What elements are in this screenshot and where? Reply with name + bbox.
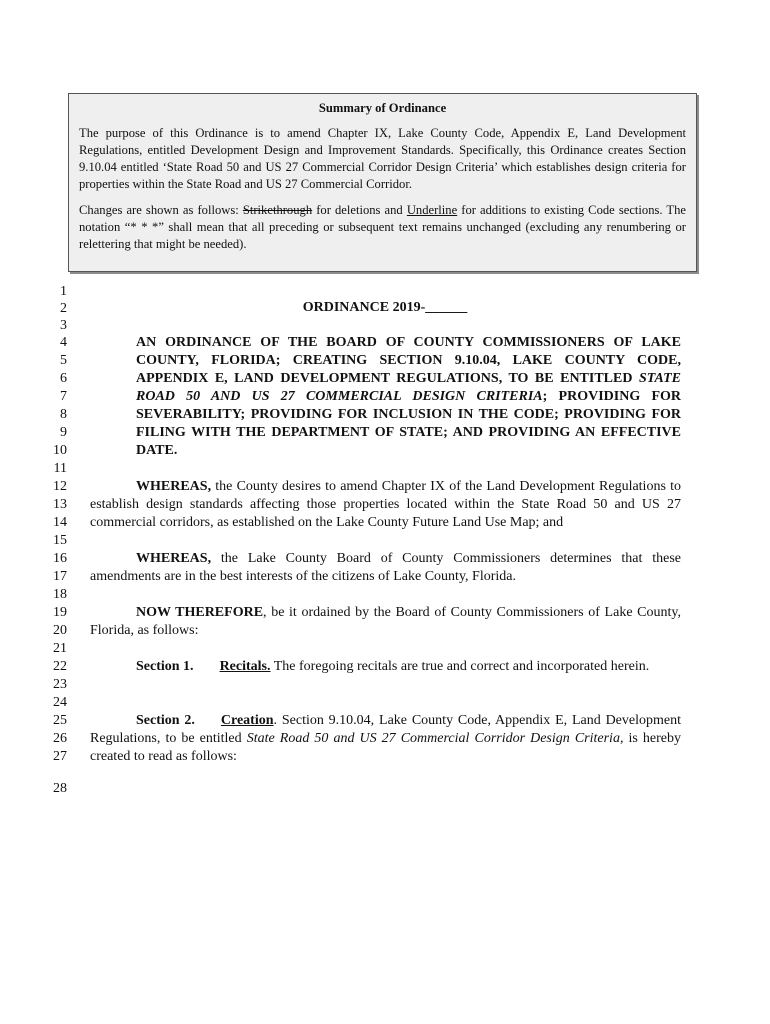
line-number: 17 bbox=[53, 569, 67, 584]
summary-changes: Changes are shown as follows: Strikethrough for deletions and Underline for additions to existing Code sections. The notation “* * *” shall mean that all preceding or subsequent text remains unchanged (excluding any renumbering or relettering that might be needed). bbox=[79, 203, 686, 251]
line-number: 18 bbox=[53, 587, 67, 602]
line-number: 8 bbox=[60, 407, 67, 422]
line-number: 12 bbox=[53, 479, 67, 494]
now-therefore-paragraph: NOW THEREFORE, be it ordained by the Board of County Commissioners of Lake County, Florida, as follows: bbox=[90, 605, 681, 638]
line-number: 20 bbox=[53, 623, 67, 638]
line-number: 14 bbox=[53, 515, 67, 530]
ordinance-preamble: AN ORDINANCE OF THE BOARD OF COUNTY COMMISSIONERS OF LAKE COUNTY, FLORIDA; CREATING SECTION 9.10.04, LAKE COUNTY CODE, APPENDIX E, LAND DEVELOPMENT REGULATIONS, TO BE ENTITLED STATE ROAD 50 AND US 27 COMMERCIAL DESIGN CRITERIA; PROVIDING FOR SEVERABILITY; PROVIDING FOR INCLUSION IN THE CODE; PROVIDING FOR FILING WITH THE DEPARTMENT OF STATE; AND PROVIDING AN EFFECTIVE DATE. bbox=[136, 335, 681, 458]
section-1-paragraph: Section 1. Recitals. The foregoing recitals are true and correct and incorporated herein. bbox=[136, 659, 650, 674]
section-1-label: Section 1. bbox=[136, 659, 194, 674]
strikethrough-example: Strikethrough bbox=[242, 203, 313, 217]
line-number: 5 bbox=[60, 353, 67, 368]
line-number: 24 bbox=[53, 695, 67, 710]
line-number: 9 bbox=[60, 425, 67, 440]
section-2-paragraph: Section 2. Creation. Section 9.10.04, Lake County Code, Appendix E, Land Development Regulations, to be entitled State Road 50 and US 27 Commercial Corridor Design Criteria, is hereby created to read as follows: bbox=[90, 713, 681, 764]
line-number: 4 bbox=[60, 335, 67, 350]
line-number: 21 bbox=[53, 641, 67, 656]
line-number: 6 bbox=[60, 371, 67, 386]
whereas-paragraph-1: WHEREAS, the County desires to amend Chapter IX of the Land Development Regulations to establish design standards affecting those properties located within the State Road 50 and US 27 commercial corridors, as established on the Lake County Future Land Use Map; and bbox=[90, 479, 681, 530]
line-number: 23 bbox=[53, 677, 67, 692]
summary-title: Summary of Ordinance bbox=[318, 101, 447, 115]
line-number: 7 bbox=[60, 389, 67, 404]
line-number: 16 bbox=[53, 551, 67, 566]
line-number: 27 bbox=[53, 749, 67, 764]
line-number: 28 bbox=[53, 781, 67, 796]
line-number: 10 bbox=[53, 443, 67, 458]
line-number: 26 bbox=[53, 731, 67, 746]
line-number: 13 bbox=[53, 497, 67, 512]
section-2-heading: Creation bbox=[220, 713, 274, 728]
ordinance-title: ORDINANCE 2019-______ bbox=[302, 300, 468, 315]
summary-purpose: The purpose of this Ordinance is to amend Chapter IX, Lake County Code, Appendix E, Land Development Regulations, entitled Development Design and Improvement Standards. Specifically, this Ordinance creates Section 9.10.04 entitled ‘State Road 50 and US 27 Commercial Corridor Design Criteria’ which establishes design criteria for properties within the State Road and US 27 Commercial Corridor. bbox=[79, 126, 686, 191]
summary-box bbox=[68, 93, 697, 272]
line-number: 19 bbox=[53, 605, 67, 620]
section-2-label: Section 2. bbox=[136, 713, 195, 728]
line-number: 15 bbox=[53, 533, 67, 548]
underline-example: Underline bbox=[406, 203, 458, 217]
section-1-heading: Recitals. bbox=[219, 659, 271, 674]
line-number: 1 bbox=[60, 284, 67, 299]
line-number: 11 bbox=[53, 461, 67, 476]
line-number: 3 bbox=[60, 318, 67, 333]
whereas-paragraph-2: WHEREAS, the Lake County Board of County Commissioners determines that these amendments are in the best interests of the citizens of Lake County, Florida. bbox=[90, 551, 681, 584]
line-number: 25 bbox=[53, 713, 67, 728]
line-number: 22 bbox=[53, 659, 67, 674]
line-number: 2 bbox=[60, 301, 67, 316]
